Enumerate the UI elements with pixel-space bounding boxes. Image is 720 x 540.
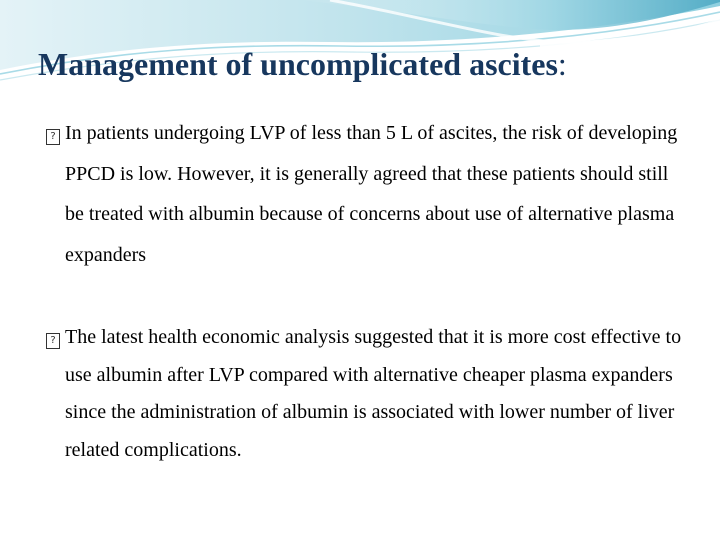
slide-title-main: Management of uncomplicated ascites [38,46,558,82]
slide-body [46,113,686,469]
missing-glyph-box-icon: ? [46,113,65,154]
slide-title [38,44,567,84]
missing-glyph-box-icon: ? [46,319,65,357]
slide-title-colon: : [557,46,567,82]
bullet-text: In patients undergoing LVP of less than 5 L of ascites, the risk of developing PPCD is low. However, it is generally agreed that these patients should still be treated with albumin because of concerns about use of alternative plasma expanders [65,122,678,266]
bullet-item [46,319,686,469]
bullet-item [46,113,686,275]
bullet-text: The latest health economic analysis suggested that it is more cost effective to use albumin after LVP compared with alternative cheaper plasma expanders since the administration of albumin is associated with lower number of liver related complications. [65,326,682,461]
